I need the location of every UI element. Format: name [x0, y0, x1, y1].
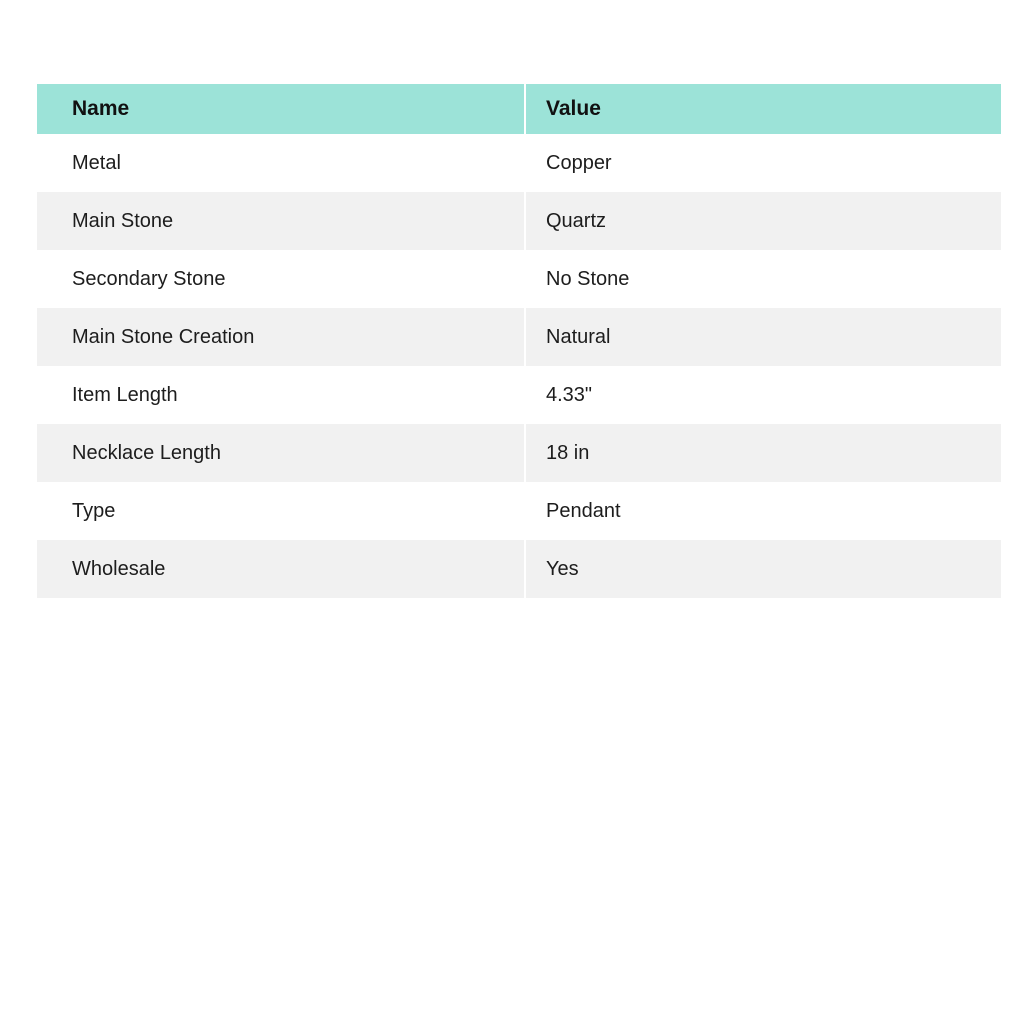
table-row — [37, 134, 1001, 192]
attribute-value-cell: No Stone — [524, 250, 1001, 308]
attribute-name-cell: Wholesale — [72, 557, 166, 580]
attribute-name-cell: Secondary Stone — [72, 267, 226, 290]
table-row — [37, 540, 1001, 598]
attribute-name-cell: Item Length — [72, 383, 178, 406]
column-header-value: Value — [524, 84, 1001, 134]
attribute-value-cell: Pendant — [524, 482, 1001, 540]
column-header-name: Name — [72, 97, 130, 120]
attribute-value-cell: Natural — [524, 308, 1001, 366]
table-header-row — [37, 84, 1001, 134]
attribute-value-cell: 4.33" — [524, 366, 1001, 424]
attribute-value-cell: 18 in — [524, 424, 1001, 482]
table-row — [37, 250, 1001, 308]
item-specifics-table — [37, 84, 1001, 598]
table-row — [37, 482, 1001, 540]
attribute-name-cell: Main Stone Creation — [72, 325, 255, 348]
attribute-name-cell: Type — [72, 499, 116, 522]
attribute-name-cell: Main Stone — [72, 209, 174, 232]
table-row — [37, 366, 1001, 424]
attribute-name-cell: Necklace Length — [72, 441, 221, 464]
attribute-value-cell: Yes — [524, 540, 1001, 598]
attribute-name-cell: Metal — [72, 151, 121, 174]
table-row — [37, 424, 1001, 482]
attribute-value-cell: Copper — [524, 134, 1001, 192]
table-row — [37, 308, 1001, 366]
attribute-value-cell: Quartz — [524, 192, 1001, 250]
table-row — [37, 192, 1001, 250]
